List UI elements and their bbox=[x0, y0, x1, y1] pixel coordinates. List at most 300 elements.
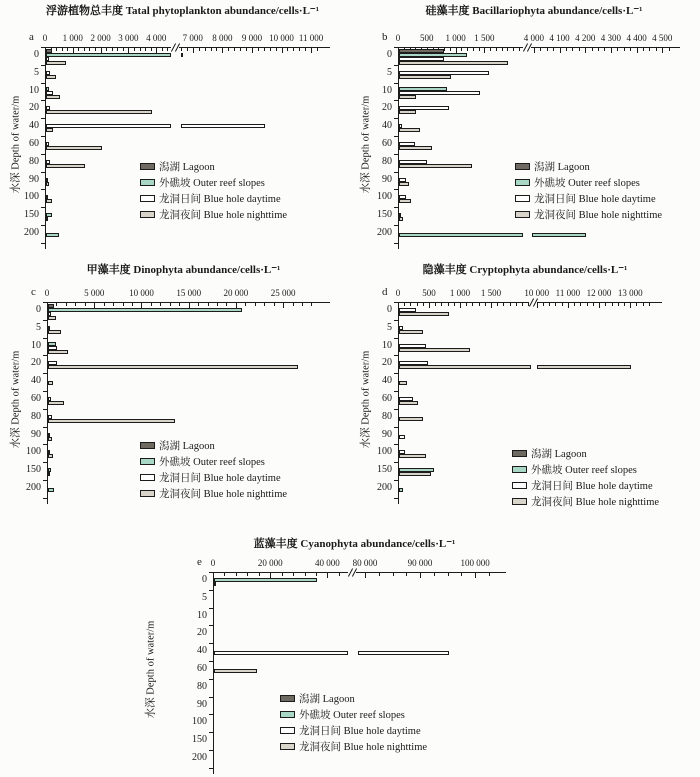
x-axis-tick-label: 12 000 bbox=[586, 288, 612, 298]
y-axis-tick bbox=[43, 320, 47, 321]
x-axis-minor-tick bbox=[216, 48, 217, 51]
x-axis-minor-tick bbox=[649, 48, 650, 51]
depth-tick-label: 90 bbox=[382, 173, 392, 185]
x-axis-tick bbox=[585, 48, 586, 53]
legend-swatch-nighttime bbox=[280, 743, 295, 750]
x-axis-minor-tick bbox=[317, 48, 318, 51]
bar-nighttime-depth-90 bbox=[48, 437, 52, 441]
x-axis-minor-tick bbox=[574, 303, 575, 306]
x-axis-minor-tick bbox=[547, 48, 548, 51]
chart-title: 浮游植物总丰度 Tatal phytoplankton abundance/cells·L⁻¹ bbox=[45, 5, 320, 17]
legend-item-lagoon bbox=[512, 445, 659, 461]
x-axis-tick bbox=[311, 48, 312, 53]
x-axis-tick-label: 4 000 bbox=[146, 33, 167, 43]
bar-nighttime-depth-60 bbox=[399, 146, 432, 150]
y-axis-tick bbox=[43, 391, 47, 392]
bar-nighttime-depth-80 bbox=[48, 419, 175, 423]
depth-tick-label: 80 bbox=[31, 410, 41, 422]
y-axis-tick bbox=[209, 608, 213, 609]
bar-nighttime-depth-60 bbox=[48, 401, 64, 405]
y-axis-tick bbox=[41, 118, 45, 119]
bar-nighttime-depth-90 bbox=[46, 182, 49, 186]
depth-tick-label: 90 bbox=[197, 698, 207, 710]
x-axis-tick-label: 500 bbox=[422, 288, 436, 298]
x-axis-minor-tick bbox=[379, 573, 380, 576]
x-axis-tick-label: 4 300 bbox=[600, 33, 622, 43]
legend-label-nighttime: 龙洞夜间 Blue hole nighttime bbox=[531, 496, 660, 508]
depth-tick-label: 10 bbox=[382, 84, 392, 96]
depth-tick-label: 5 bbox=[387, 321, 392, 333]
y-axis bbox=[213, 572, 214, 774]
bar-nighttime-depth-100 bbox=[399, 454, 426, 458]
depth-tick-label: 60 bbox=[197, 662, 207, 674]
x-axis-minor-tick bbox=[454, 303, 455, 306]
y-axis-label-text: 水深 Depth of water/m bbox=[145, 621, 157, 719]
y-axis-tick bbox=[394, 302, 398, 303]
legend-swatch-nighttime bbox=[515, 211, 530, 218]
legend-swatch-nighttime bbox=[140, 490, 155, 497]
bar-nighttime-depth-5 bbox=[399, 330, 423, 334]
legend-label-outer_reef: 外礁坡 Outer reef slopes bbox=[534, 177, 640, 189]
bar-nighttime-depth-5 bbox=[46, 75, 56, 79]
x-axis-minor-tick bbox=[56, 303, 57, 306]
x-axis-minor-tick bbox=[205, 48, 206, 51]
legend-label-outer_reef: 外礁坡 Outer reef slopes bbox=[531, 464, 637, 476]
legend-label-daytime: 龙洞日间 Blue hole daytime bbox=[159, 472, 281, 484]
x-axis-minor-tick bbox=[236, 573, 237, 576]
depth-tick-label: 10 bbox=[29, 84, 39, 96]
x-axis-minor-tick bbox=[630, 48, 631, 51]
legend-swatch-nighttime bbox=[512, 498, 527, 505]
x-axis-minor-tick bbox=[85, 303, 86, 306]
bar-outer_reef-depth-200 bbox=[46, 233, 59, 237]
depth-tick-label: 40 bbox=[382, 375, 392, 387]
x-axis-minor-tick bbox=[593, 303, 594, 306]
x-axis-tick-label: 2 000 bbox=[90, 33, 111, 43]
x-axis-minor-tick bbox=[502, 48, 503, 51]
x-axis-tick-label: 0 bbox=[210, 558, 216, 568]
x-axis-tick-label: 4 500 bbox=[652, 33, 673, 43]
x-axis-minor-tick bbox=[656, 48, 657, 51]
y-axis-tick bbox=[41, 47, 45, 48]
y-axis-tick bbox=[43, 462, 47, 463]
y-axis-label bbox=[143, 572, 157, 768]
x-axis-minor-tick bbox=[441, 303, 442, 306]
y-axis-label-text: 水深 Depth of water/m bbox=[360, 96, 372, 194]
x-axis-minor-tick bbox=[636, 303, 637, 306]
bar-outer_reef-depth-200 bbox=[399, 488, 403, 492]
depth-tick-label: 5 bbox=[34, 66, 39, 78]
legend-item-daytime bbox=[515, 190, 662, 206]
y-axis-tick bbox=[394, 391, 398, 392]
y-axis-tick bbox=[43, 498, 47, 499]
bar-nighttime-depth-60 bbox=[399, 401, 418, 405]
y-axis-tick bbox=[394, 444, 398, 445]
y-axis-tick bbox=[209, 679, 213, 680]
x-axis-tick-label: 10 000 bbox=[269, 33, 294, 43]
x-axis-minor-tick bbox=[67, 48, 68, 51]
bar-nighttime-depth-80 bbox=[399, 417, 423, 421]
legend-item-daytime bbox=[512, 477, 659, 493]
depth-tick-label: 60 bbox=[382, 137, 392, 149]
depth-tick-label: 5 bbox=[36, 321, 41, 333]
legend bbox=[515, 158, 662, 222]
panel-letter: a bbox=[29, 31, 34, 43]
chart-title: 蓝藻丰度 Cyanophyta abundance/cells·L⁻¹ bbox=[253, 538, 456, 550]
x-axis-minor-tick bbox=[479, 303, 480, 306]
x-axis-minor-tick bbox=[181, 48, 182, 51]
depth-tick-label: 80 bbox=[197, 680, 207, 692]
depth-tick-label: 100 bbox=[192, 716, 207, 728]
x-axis-minor-tick bbox=[117, 48, 118, 51]
depth-tick-label: 100 bbox=[26, 446, 41, 458]
x-axis-tick-label: 1 000 bbox=[62, 33, 83, 43]
chart-title: 甲藻丰度 Dinophyta abundance/cells·L⁻¹ bbox=[86, 264, 281, 276]
x-axis-minor-tick bbox=[516, 303, 517, 306]
chart-c bbox=[0, 255, 350, 520]
bar-nighttime-depth-5 bbox=[48, 330, 61, 334]
legend-item-outer_reef bbox=[515, 174, 662, 190]
depth-tick-label: 150 bbox=[26, 464, 41, 476]
y-axis-tick bbox=[394, 189, 398, 190]
x-axis-minor-tick bbox=[104, 303, 105, 306]
bar-nighttime-depth-20 bbox=[399, 110, 416, 114]
x-axis-tick bbox=[560, 48, 561, 53]
x-axis-minor-tick bbox=[496, 48, 497, 51]
x-axis-tick bbox=[630, 303, 631, 308]
y-axis-tick bbox=[394, 136, 398, 137]
x-axis-tick bbox=[222, 48, 223, 53]
bar-nighttime-depth-20 bbox=[399, 365, 531, 369]
x-axis-minor-tick bbox=[461, 573, 462, 576]
bar-nighttime-depth-40 bbox=[399, 381, 407, 385]
x-axis-minor-tick bbox=[404, 303, 405, 306]
bar-nighttime-depth-40 bbox=[46, 128, 53, 132]
legend-label-nighttime: 龙洞夜间 Blue hole nighttime bbox=[299, 741, 428, 753]
x-axis-minor-tick bbox=[604, 48, 605, 51]
legend-item-lagoon bbox=[140, 158, 287, 174]
y-axis-tick bbox=[394, 409, 398, 410]
x-axis-tick-label: 13 000 bbox=[617, 288, 643, 298]
legend-swatch-outer_reef bbox=[140, 179, 155, 186]
legend-label-lagoon: 潟湖 Lagoon bbox=[159, 161, 215, 173]
x-axis-minor-tick bbox=[485, 303, 486, 306]
legend-label-daytime: 龙洞日间 Blue hole daytime bbox=[299, 725, 421, 737]
y-axis-label-text: 水深 Depth of water/m bbox=[10, 96, 22, 194]
y-axis-tick bbox=[394, 498, 398, 499]
legend-label-lagoon: 潟湖 Lagoon bbox=[159, 440, 215, 452]
x-axis-minor-tick bbox=[473, 48, 474, 51]
bar-daytime-depth-40 bbox=[358, 651, 448, 655]
x-axis-minor-tick bbox=[89, 48, 90, 51]
depth-tick-label: 0 bbox=[202, 573, 207, 585]
legend-item-lagoon bbox=[280, 690, 427, 706]
x-axis-tick-label: 1 500 bbox=[480, 288, 502, 298]
y-axis-tick bbox=[41, 65, 45, 66]
x-axis-minor-tick bbox=[95, 48, 96, 51]
x-axis-minor-tick bbox=[66, 303, 67, 306]
legend-swatch-lagoon bbox=[280, 695, 295, 702]
legend-label-daytime: 龙洞日间 Blue hole daytime bbox=[159, 193, 281, 205]
x-axis-minor-tick bbox=[513, 48, 514, 51]
x-axis-minor-tick bbox=[217, 303, 218, 306]
y-axis-tick bbox=[209, 750, 213, 751]
legend-item-nighttime bbox=[280, 738, 427, 754]
y-axis-tick bbox=[394, 100, 398, 101]
x-axis-tick-label: 1 000 bbox=[449, 288, 471, 298]
x-axis-minor-tick bbox=[274, 303, 275, 306]
x-axis-minor-tick bbox=[198, 303, 199, 306]
x-axis-minor-tick bbox=[624, 48, 625, 51]
y-axis-tick bbox=[394, 338, 398, 339]
depth-tick-label: 150 bbox=[377, 464, 392, 476]
x-axis-tick-label: 10 000 bbox=[129, 288, 154, 298]
x-axis-tick bbox=[460, 303, 461, 308]
y-axis-tick bbox=[394, 47, 398, 48]
legend-swatch-daytime bbox=[280, 727, 295, 734]
legend-item-nighttime bbox=[140, 485, 287, 501]
x-axis-minor-tick bbox=[56, 48, 57, 51]
x-axis-minor-tick bbox=[618, 303, 619, 306]
bar-nighttime-depth-10 bbox=[48, 350, 68, 354]
legend-item-lagoon bbox=[140, 437, 287, 453]
bar-nighttime-depth-150 bbox=[399, 472, 431, 476]
x-axis-minor-tick bbox=[151, 48, 152, 51]
x-axis-minor-tick bbox=[311, 303, 312, 306]
bar-daytime-depth-0 bbox=[214, 582, 216, 586]
bar-outer_reef-depth-200 bbox=[532, 233, 586, 237]
x-axis-minor-tick bbox=[246, 48, 247, 51]
panel-letter: b bbox=[382, 31, 388, 43]
legend-item-nighttime bbox=[140, 206, 287, 222]
x-axis-minor-tick bbox=[113, 303, 114, 306]
bar-nighttime-depth-80 bbox=[46, 164, 85, 168]
panel-letter: d bbox=[382, 286, 388, 298]
x-axis-minor-tick bbox=[566, 48, 567, 51]
legend-label-nighttime: 龙洞夜间 Blue hole nighttime bbox=[159, 488, 288, 500]
bar-nighttime-depth-0 bbox=[46, 61, 66, 65]
bar-nighttime-depth-5 bbox=[399, 75, 451, 79]
x-axis-minor-tick bbox=[339, 573, 340, 576]
x-axis-minor-tick bbox=[132, 303, 133, 306]
depth-tick-label: 0 bbox=[387, 48, 392, 60]
y-axis-tick bbox=[209, 590, 213, 591]
x-axis-minor-tick bbox=[234, 48, 235, 51]
depth-tick-label: 200 bbox=[26, 481, 41, 493]
x-axis-tick bbox=[193, 48, 194, 53]
y-axis-tick bbox=[394, 462, 398, 463]
x-axis-tick bbox=[429, 303, 430, 308]
x-axis-minor-tick bbox=[199, 48, 200, 51]
legend-swatch-nighttime bbox=[140, 211, 155, 218]
legend-swatch-lagoon bbox=[140, 442, 155, 449]
depth-tick-label: 150 bbox=[24, 209, 39, 221]
x-axis-minor-tick bbox=[450, 48, 451, 51]
x-axis-minor-tick bbox=[624, 303, 625, 306]
x-axis-minor-tick bbox=[435, 303, 436, 306]
bar-daytime-depth-40 bbox=[214, 651, 348, 655]
y-axis-tick bbox=[43, 338, 47, 339]
x-axis-minor-tick bbox=[540, 48, 541, 51]
x-axis-minor-tick bbox=[282, 573, 283, 576]
x-axis-minor-tick bbox=[224, 573, 225, 576]
x-axis-minor-tick bbox=[643, 303, 644, 306]
panel-letter: e bbox=[197, 556, 202, 568]
x-axis-minor-tick bbox=[134, 48, 135, 51]
y-axis-tick bbox=[41, 189, 45, 190]
x-axis-tick-label: 5 000 bbox=[84, 288, 105, 298]
bar-nighttime-depth-40 bbox=[48, 381, 53, 385]
x-axis-tick-label: 1 500 bbox=[474, 33, 495, 43]
x-axis-tick bbox=[252, 48, 253, 53]
x-axis-minor-tick bbox=[605, 303, 606, 306]
depth-tick-label: 20 bbox=[197, 627, 207, 639]
x-axis-minor-tick bbox=[305, 573, 306, 576]
chart-e bbox=[130, 530, 570, 777]
depth-tick-label: 100 bbox=[24, 191, 39, 203]
x-axis-minor-tick bbox=[489, 573, 490, 576]
y-axis-tick bbox=[41, 136, 45, 137]
bar-nighttime-depth-10 bbox=[46, 95, 60, 99]
bar-nighttime-depth-80 bbox=[399, 164, 472, 168]
legend bbox=[140, 158, 287, 222]
y-axis-tick bbox=[41, 100, 45, 101]
legend-label-lagoon: 潟湖 Lagoon bbox=[531, 448, 587, 460]
bar-daytime-depth-40 bbox=[46, 124, 171, 128]
x-axis-tick bbox=[611, 48, 612, 53]
x-axis-tick-label: 4 400 bbox=[626, 33, 647, 43]
x-axis-minor-tick bbox=[78, 48, 79, 51]
x-axis-minor-tick bbox=[259, 573, 260, 576]
x-axis-tick-label: 10 000 bbox=[524, 288, 550, 298]
y-axis-tick bbox=[41, 207, 45, 208]
x-axis-tick-label: 3 000 bbox=[118, 33, 139, 43]
legend-label-nighttime: 龙洞夜间 Blue hole nighttime bbox=[534, 209, 663, 221]
x-axis-tick-label: 500 bbox=[420, 33, 434, 43]
depth-tick-label: 10 bbox=[382, 339, 392, 351]
x-axis-minor-tick bbox=[579, 48, 580, 51]
depth-tick-label: 0 bbox=[34, 48, 39, 60]
legend bbox=[280, 690, 427, 754]
chart-title: 隐藻丰度 Cryptophyta abundance/cells·L⁻¹ bbox=[422, 264, 628, 276]
chart-a bbox=[0, 0, 350, 255]
depth-tick-label: 200 bbox=[192, 751, 207, 763]
y-axis-tick bbox=[41, 225, 45, 226]
x-axis-minor-tick bbox=[507, 48, 508, 51]
x-axis-tick bbox=[282, 48, 283, 53]
depth-tick-label: 5 bbox=[387, 66, 392, 78]
depth-tick-label: 40 bbox=[29, 120, 39, 132]
depth-tick-label: 90 bbox=[29, 173, 39, 185]
x-axis-minor-tick bbox=[170, 303, 171, 306]
bar-nighttime-depth-100 bbox=[46, 199, 52, 203]
y-axis-tick bbox=[394, 65, 398, 66]
legend-swatch-daytime bbox=[512, 482, 527, 489]
x-axis-minor-tick bbox=[145, 48, 146, 51]
x-axis-tick-label: 4 100 bbox=[549, 33, 570, 43]
x-axis-tick bbox=[283, 303, 284, 308]
x-axis-tick-label: 0 bbox=[395, 288, 401, 298]
x-axis-tick-label: 7 000 bbox=[182, 33, 203, 43]
x-axis-tick-label: 9 000 bbox=[241, 33, 263, 43]
x-axis-tick-label: 15 000 bbox=[176, 288, 202, 298]
bar-nighttime-depth-10 bbox=[399, 95, 416, 99]
x-axis-tick bbox=[599, 303, 600, 308]
x-axis-minor-tick bbox=[617, 48, 618, 51]
legend-item-nighttime bbox=[512, 493, 659, 509]
depth-tick-label: 200 bbox=[377, 481, 392, 493]
y-axis-tick bbox=[394, 207, 398, 208]
depth-tick-label: 100 bbox=[377, 446, 392, 458]
x-axis-minor-tick bbox=[226, 303, 227, 306]
y-axis-tick bbox=[43, 355, 47, 356]
bar-nighttime-depth-0 bbox=[48, 316, 56, 320]
x-axis bbox=[398, 47, 680, 48]
legend-label-daytime: 龙洞日间 Blue hole daytime bbox=[531, 480, 653, 492]
legend-label-outer_reef: 外礁坡 Outer reef slopes bbox=[159, 456, 265, 468]
x-axis-tick-label: 0 bbox=[44, 288, 50, 298]
y-axis-tick bbox=[394, 172, 398, 173]
legend-label-outer_reef: 外礁坡 Outer reef slopes bbox=[299, 709, 405, 721]
x-axis-minor-tick bbox=[270, 48, 271, 51]
y-axis-tick bbox=[209, 732, 213, 733]
depth-tick-label: 80 bbox=[29, 155, 39, 167]
x-axis-minor-tick bbox=[580, 303, 581, 306]
x-axis-minor-tick bbox=[410, 303, 411, 306]
depth-tick-label: 80 bbox=[382, 155, 392, 167]
x-axis-minor-tick bbox=[497, 303, 498, 306]
y-axis-tick bbox=[394, 243, 398, 244]
x-axis-minor-tick bbox=[503, 303, 504, 306]
x-axis-minor-tick bbox=[211, 48, 212, 51]
bar-nighttime-depth-20 bbox=[48, 365, 298, 369]
y-axis-tick bbox=[41, 172, 45, 173]
x-axis-minor-tick bbox=[467, 48, 468, 51]
legend-item-nighttime bbox=[515, 206, 662, 222]
x-axis-minor-tick bbox=[572, 48, 573, 51]
x-axis-minor-tick bbox=[461, 48, 462, 51]
x-axis-minor-tick bbox=[264, 48, 265, 51]
x-axis-tick-label: 20 000 bbox=[257, 558, 283, 568]
depth-tick-label: 90 bbox=[31, 428, 41, 440]
bar-daytime-depth-150 bbox=[48, 472, 50, 476]
bar-outer_reef-depth-200 bbox=[399, 233, 523, 237]
x-axis-minor-tick bbox=[406, 573, 407, 576]
depth-tick-label: 40 bbox=[382, 120, 392, 132]
y-axis-tick bbox=[41, 83, 45, 84]
panel-letter: c bbox=[31, 286, 36, 298]
y-axis-tick bbox=[394, 355, 398, 356]
x-axis-minor-tick bbox=[187, 48, 188, 51]
x-axis-minor-tick bbox=[549, 303, 550, 306]
x-axis-minor-tick bbox=[479, 48, 480, 51]
x-axis-minor-tick bbox=[587, 303, 588, 306]
depth-tick-label: 10 bbox=[31, 339, 41, 351]
bar-nighttime-depth-100 bbox=[48, 454, 53, 458]
x-axis-minor-tick bbox=[160, 303, 161, 306]
x-axis-minor-tick bbox=[140, 48, 141, 51]
y-axis-tick bbox=[209, 572, 213, 573]
x-axis-tick-label: 100 000 bbox=[460, 558, 490, 568]
x-axis-minor-tick bbox=[276, 48, 277, 51]
x-axis-minor-tick bbox=[264, 303, 265, 306]
legend-swatch-outer_reef bbox=[512, 466, 527, 473]
bar-outer_reef-depth-0 bbox=[48, 308, 242, 312]
y-axis-tick bbox=[394, 480, 398, 481]
y-axis-tick bbox=[394, 320, 398, 321]
x-axis-minor-tick bbox=[598, 48, 599, 51]
depth-tick-label: 0 bbox=[387, 303, 392, 315]
